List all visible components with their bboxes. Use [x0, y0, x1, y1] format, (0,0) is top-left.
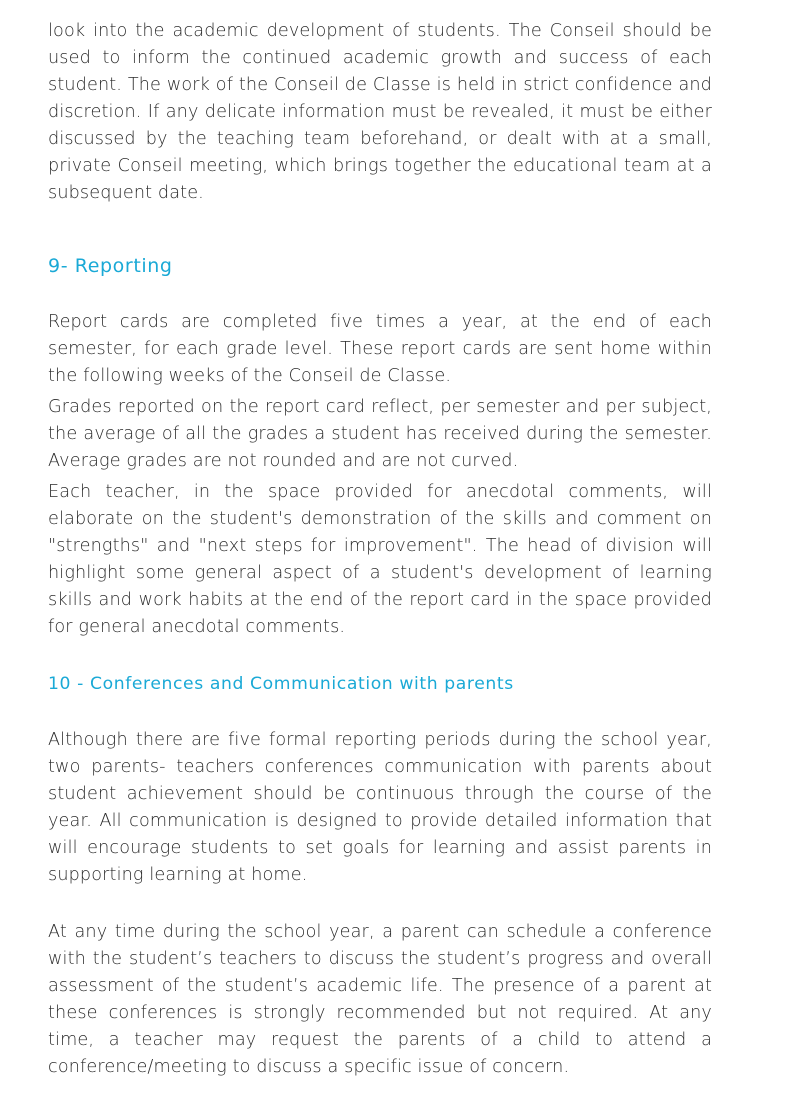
section-heading-reporting: 9- Reporting	[48, 255, 173, 277]
section-heading-conferences: 10 - Conferences and Communication with parents	[48, 674, 514, 694]
paragraph-spacer	[48, 889, 712, 919]
reporting-paragraph-2: Grades reported on the report card reflect, per semester and per subject, the average of all the grades a student has received during the semester. Average grades are not rounded and are not curved.	[48, 397, 712, 471]
intro-paragraph: look into the academic development of students. The Conseil should be used to inform the continued academic growth and success of each student. The work of the Conseil de Classe is held in strict confidence and discretion. If any delicate information must be revealed, it must be either discussed by the teaching team beforehand, or dealt with at a small, private Conseil meeting, which brings together the educational team at a subsequent date.	[48, 21, 712, 203]
reporting-paragraph-3: Each teacher, in the space provided for anecdotal comments, will elaborate on the student's demonstration of the skills and comment on "strengths" and "next steps for improvement". The head of division will highlight some general aspect of a student's development of learning skills and work habits at the end of the report card in the space provided for general anecdotal comments.	[48, 482, 712, 637]
reporting-paragraph-1: Report cards are completed five times a year, at the end of each semester, for each grade level. These report cards are sent home within the following weeks of the Conseil de Classe.	[48, 312, 712, 386]
conferences-paragraph-2: At any time during the school year, a parent can schedule a conference with the student’s teachers to discuss the student’s progress and overall assessment of the student’s academic life. The presence of a parent at these conferences is strongly recommended but not required. At any time, a teacher may request the parents of a child to attend a conference/meeting to discuss a specific issue of concern.	[48, 922, 712, 1077]
document-page	[48, 18, 712, 1081]
conferences-paragraph-1: Although there are five formal reporting periods during the school year, two parents- teachers conferences communication with parents about student achievement should be continuous through the course of the year. All communication is designed to provide detailed information that will encourage students to set goals for learning and assist parents in supporting learning at home.	[48, 730, 712, 885]
